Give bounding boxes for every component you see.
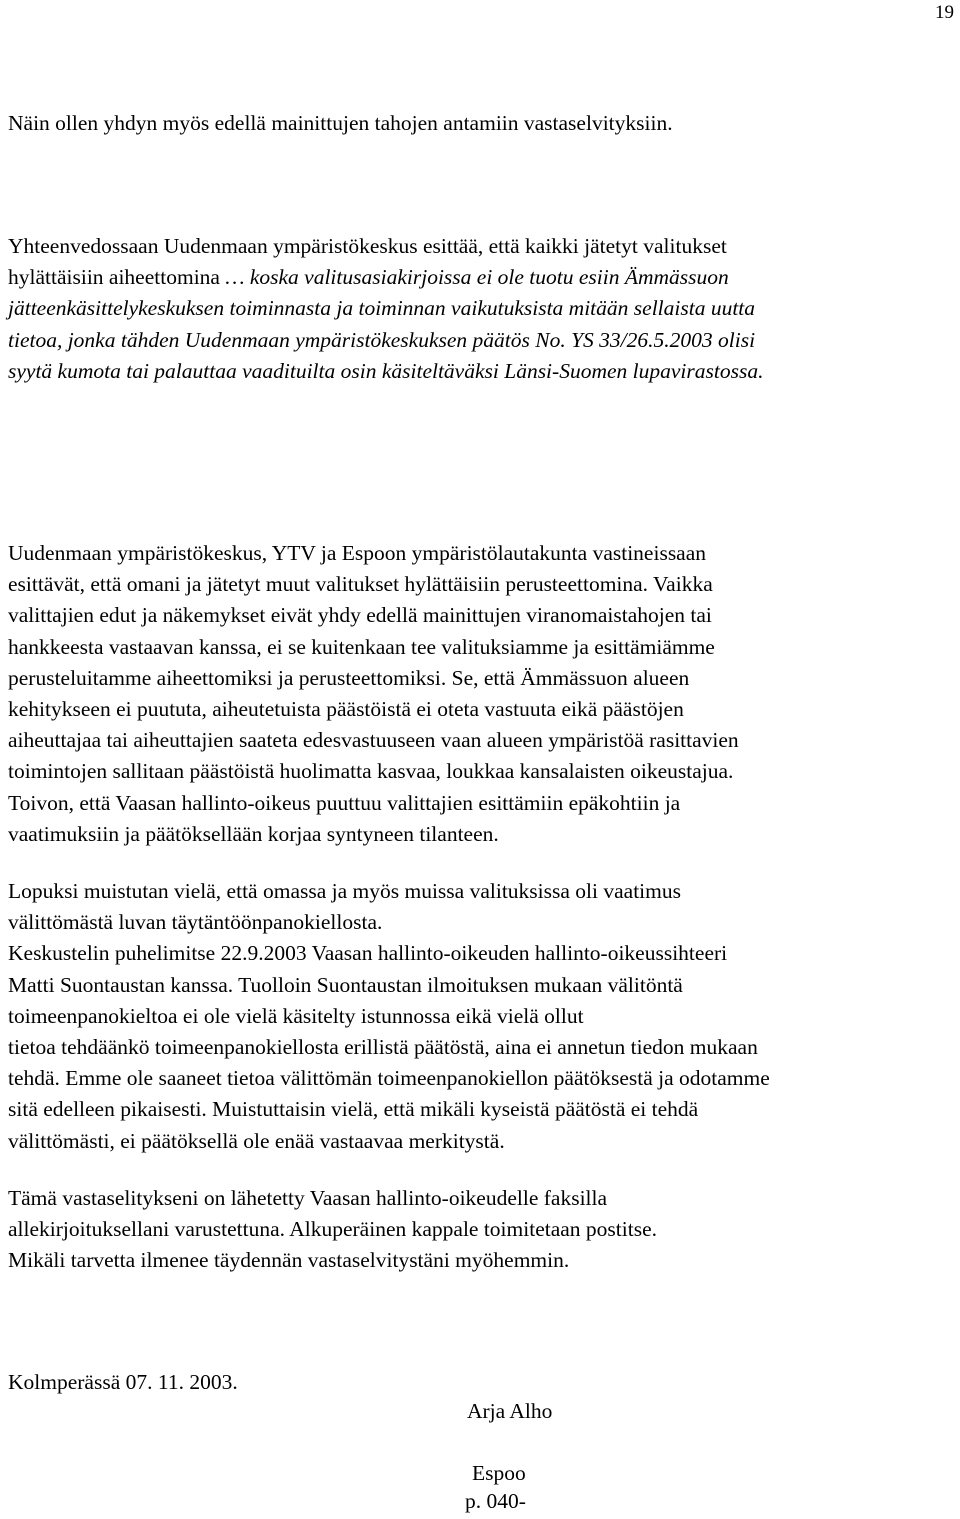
text-line: välittömästi, ei päätöksellä ole enää vastaavaa merkitystä. (8, 1128, 505, 1153)
quoted-text-line: tietoa, jonka tähden Uudenmaan ympäristökeskuksen päätös No. YS 33/26.5.2003 olisi (8, 327, 756, 352)
text-line: tietoa tehdäänkö toimeenpanokiellosta erillistä päätöstä, aina ei annetun tiedon mukaan (8, 1035, 758, 1060)
text-line (8, 262, 956, 293)
signer-phone: p. 040- (465, 1489, 526, 1513)
text-line: kehitykseen ei puututa, aiheutetuista päästöistä ei oteta vastuuta eikä päästöjen (8, 697, 684, 722)
text-line: välittömästä luvan täytäntöönpanokiellosta. (8, 910, 383, 935)
text-line: aiheuttajaa tai aiheuttajien saateta edesvastuuseen vaan alueen ympäristöä rasittavien (8, 728, 739, 753)
text-line: Näin ollen yhdyn myös edellä mainittujen tahojen antamiin vastaselvityksiin. (8, 111, 673, 135)
text-line: Yhteenvedossaan Uudenmaan ympäristökeskus esittää, että kaikki jätetyt valitukset (8, 234, 727, 258)
paragraph-5 (8, 1183, 956, 1277)
quoted-text-line: syytä kumota tai palauttaa vaadituilta osin käsiteltäväksi Länsi-Suomen lupavirastossa. (8, 358, 764, 383)
text-line: toimintojen sallitaan päästöistä huolimatta kasvaa, loukkaa kansalaisten oikeustajua. (8, 759, 734, 784)
quoted-text-line: jätteenkäsittelykeskuksen toiminnasta ja toiminnan vaikutuksista mitään sellaista uutta (8, 296, 756, 321)
text-line: tehdä. Emme ole saaneet tietoa välittömän toimeenpanokiellon päätöksestä ja odotamme (8, 1066, 770, 1091)
text-line: Tämä vastaselitykseni on lähetetty Vaasan hallinto-oikeudelle faksilla (8, 1186, 608, 1210)
place-date: Kolmperässä 07. 11. 2003. (8, 1370, 238, 1394)
text-line: Toivon, että Vaasan hallinto-oikeus puuttuu valittajien esittämiin epäkohtiin ja (8, 790, 681, 815)
text-line: esittävät, että omani ja jätetyt muut valitukset hylättäisiin perusteettomina. Vaikka (8, 572, 713, 597)
page-number: 19 (935, 2, 954, 23)
paragraph-2 (8, 231, 956, 387)
signer-name: Arja Alho (467, 1399, 553, 1423)
text-line: toimeenpanokieltoa ei ole vielä käsitelty istunnossa eikä vielä ollut (8, 1003, 584, 1028)
text-line: Keskustelin puhelimitse 22.9.2003 Vaasan hallinto-oikeuden hallinto-oikeussihteeri (8, 941, 728, 966)
text-line: Mikäli tarvetta ilmenee täydennän vastaselvitystäni myöhemmin. (8, 1248, 570, 1273)
signer-city: Espoo (472, 1461, 526, 1485)
paragraph-3 (8, 538, 956, 850)
text-line: Lopuksi muistutan vielä, että omassa ja myös muissa valituksissa oli vaatimus (8, 879, 681, 903)
text-line: Uudenmaan ympäristökeskus, YTV ja Espoon ympäristölautakunta vastineissaan (8, 541, 707, 565)
text-line: Matti Suontaustan kanssa. Tuolloin Suontaustan ilmoituksen mukaan välitöntä (8, 972, 683, 997)
paragraph-4 (8, 876, 956, 1157)
text-line: valittajien edut ja näkemykset eivät yhdy edellä mainittujen viranomaistahojen tai (8, 603, 712, 628)
text-line: sitä edelleen pikaisesti. Muistuttaisin vielä, että mikäli kyseistä päätöstä ei tehdä (8, 1097, 699, 1122)
text-line: allekirjoituksellani varustettuna. Alkuperäinen kappale toimitetaan postitse. (8, 1217, 657, 1242)
text-span: hylättäisiin aiheettomina (8, 265, 226, 290)
paragraph-1 (8, 108, 956, 139)
text-line: perusteluitamme aiheettomiksi ja perusteettomiksi. Se, että Ämmässuon alueen (8, 665, 690, 690)
quoted-text: … koska valitusasiakirjoissa ei ole tuotu esiin Ämmässuon (225, 265, 729, 290)
text-line: hankkeesta vastaavan kanssa, ei se kuitenkaan tee valituksiamme ja esittämiämme (8, 634, 715, 659)
text-line: vaatimuksiin ja päätöksellään korjaa syntyneen tilanteen. (8, 821, 499, 846)
